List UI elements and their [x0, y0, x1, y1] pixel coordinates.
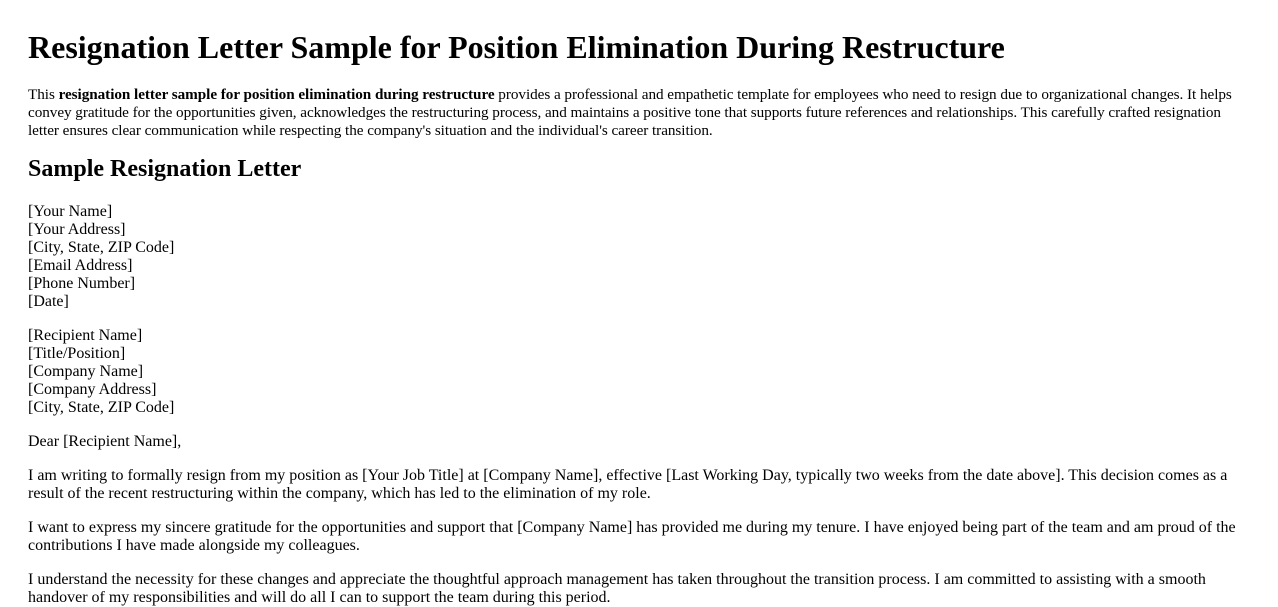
intro-paragraph — [28, 86, 1250, 140]
salutation: Dear [Recipient Name], — [28, 433, 182, 450]
body-paragraph: I understand the necessity for these changes and appreciate the thoughtful approach management has taken throughout the transition process. I am committed to assisting with a smooth handover of my responsibilities and will do all I can to support the team during this period. — [28, 571, 1206, 606]
body-paragraph: I am writing to formally resign from my position as [Your Job Title] at [Company Name], effective [Last Working Day, typically two weeks from the date above]. This decision comes as a result of the recent restructuring within the company, which has led to the elimination of my role. — [28, 467, 1228, 502]
recipient-company-address: [Company Address] — [28, 381, 157, 398]
body-paragraph: I want to express my sincere gratitude for the opportunities and support that [Company Name] has provided me during my tenure. I have enjoyed being part of the team and am proud of the contributions I have made alongside my colleagues. — [28, 519, 1236, 554]
sender-address: [Your Address] — [28, 221, 126, 238]
sender-name: [Your Name] — [28, 203, 113, 220]
sender-phone: [Phone Number] — [28, 275, 136, 292]
letter-date: [Date] — [28, 293, 69, 310]
recipient-name: [Recipient Name] — [28, 327, 143, 344]
intro-suffix: provides a professional and empathetic template for employees who need to resign due to organizational changes. It helps convey gratitude for the opportunities given, acknowledges the restructuring process, and maintains a positive tone that supports future references and relationships. This carefully crafted resignation letter ensures clear communication while respecting the company's situation and the individual's career transition. — [28, 86, 1232, 139]
page-title: Resignation Letter Sample for Position Elimination During Restructure — [28, 29, 1005, 65]
sender-city-state-zip: [City, State, ZIP Code] — [28, 239, 175, 256]
sender-email: [Email Address] — [28, 257, 133, 274]
section-heading: Sample Resignation Letter — [28, 156, 302, 182]
recipient-city-state-zip: [City, State, ZIP Code] — [28, 399, 175, 416]
recipient-title: [Title/Position] — [28, 345, 126, 362]
document-page — [28, 0, 1250, 607]
intro-prefix: This — [28, 86, 59, 103]
recipient-company: [Company Name] — [28, 363, 144, 380]
intro-bold-phrase: resignation letter sample for position elimination during restructure — [58, 86, 495, 103]
recipient-address-block — [28, 327, 1250, 417]
sender-address-block — [28, 203, 1250, 311]
